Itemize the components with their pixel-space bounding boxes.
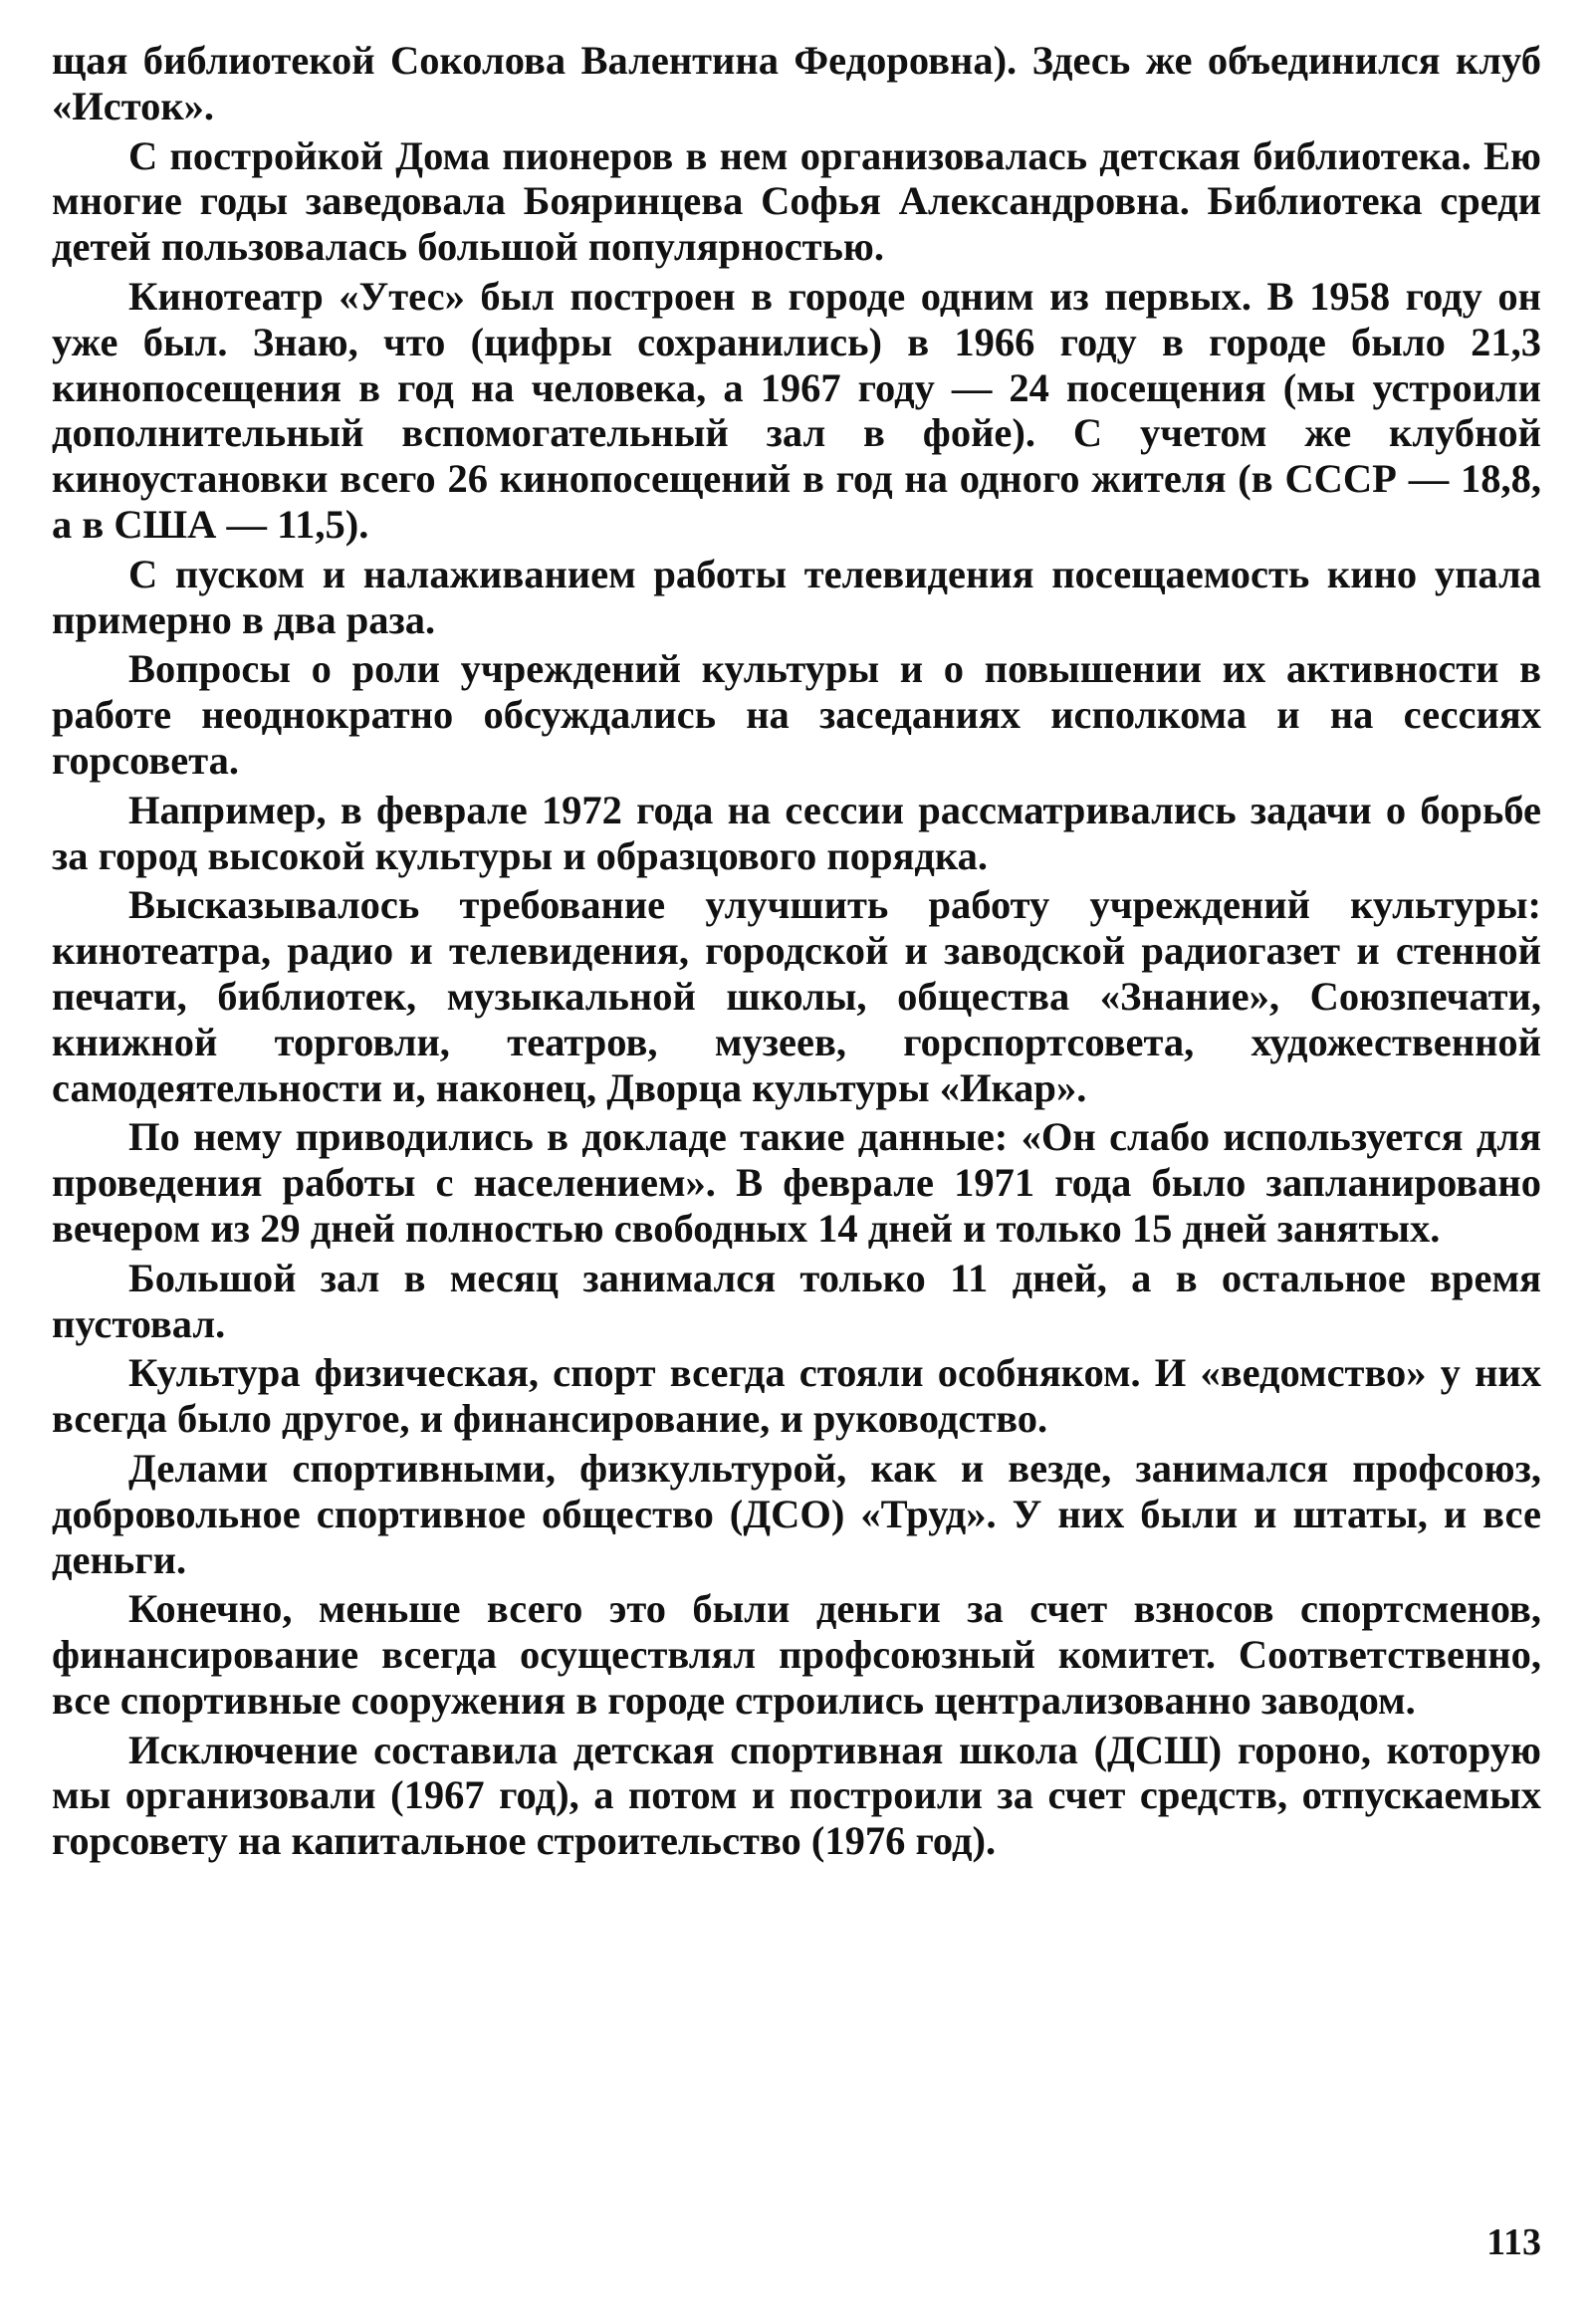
- paragraph: Исключение составила детская спортивная школа (ДСШ) гороно, которую мы организовали (1967 год), а потом и построили за счет средств, отпускаемых горсовету на капитальное строительство (1976 год).: [52, 1727, 1541, 1864]
- paragraph: Например, в феврале 1972 года на сессии рассматривались задачи о борьбе за город высокой культуры и образцового порядка.: [52, 787, 1541, 878]
- page-body: [52, 38, 1541, 2288]
- paragraph: Большой зал в месяц занимался только 11 дней, а в остальное время пустовал.: [52, 1255, 1541, 1346]
- paragraph: Высказывалось требование улучшить работу учреждений культуры: кинотеатра, радио и телевидения, городской и заводской радиогазет и стенной печати, библиотек, музыкальной школы, общества «Знание», Союзпечати, книжной торговли, театров, музеев, горспортсовета, художественной самодеятельности и, наконец, Дворца культуры «Икар».: [52, 882, 1541, 1110]
- paragraph-continued: щая библиотекой Соколова Валентина Федоровна). Здесь же объединился клуб «Исток».: [52, 38, 1541, 128]
- paragraph: Культура физическая, спорт всегда стояли особняком. И «ведомство» у них всегда было другое, и финансирование, и руководство.: [52, 1350, 1541, 1442]
- paragraph: Кинотеатр «Утес» был построен в городе одним из первых. В 1958 году он уже был. Знаю, что (цифры сохранились) в 1966 году в городе было 21,3 кинопосещения в год на человека, а 1967 году — 24 посещения (мы устроили дополнительный вспомогательный зал в фойе). С учетом же клубной киноустановки всего 26 кинопосещений в год на одного жителя (в СССР — 18,8, а в США — 11,5).: [52, 273, 1541, 547]
- paragraph: Конечно, меньше всего это были деньги за счет взносов спортсменов, финансирование всегда осуществлял профсоюзный комитет. Соответственно, все спортивные сооружения в городе строились централизованно заводом.: [52, 1586, 1541, 1723]
- paragraph: Делами спортивными, физкультурой, как и везде, занимался профсоюз, добровольное спортивное общество (ДСО) «Труд». У них были и штаты, и все деньги.: [52, 1445, 1541, 1582]
- paragraph: С пуском и налаживанием работы телевидения посещаемость кино упала примерно в два раза.: [52, 551, 1541, 642]
- paragraph: С постройкой Дома пионеров в нем организовалась детская библиотека. Ею многие годы заведовала Бояринцева Софья Александровна. Библиотека среди детей пользовалась большой популярностью.: [52, 132, 1541, 270]
- page-number: 113: [1486, 2221, 1541, 2263]
- paragraph: По нему приводились в докладе такие данные: «Он слабо используется для проведения работы с населением». В феврале 1971 года было запланировано вечером из 29 дней полностью свободных 14 дней и только 15 дней занятых.: [52, 1114, 1541, 1251]
- paragraph: Вопросы о роли учреждений культуры и о повышении их активности в работе неоднократно обсуждались на заседаниях исполкома и на сессиях горсовета.: [52, 646, 1541, 783]
